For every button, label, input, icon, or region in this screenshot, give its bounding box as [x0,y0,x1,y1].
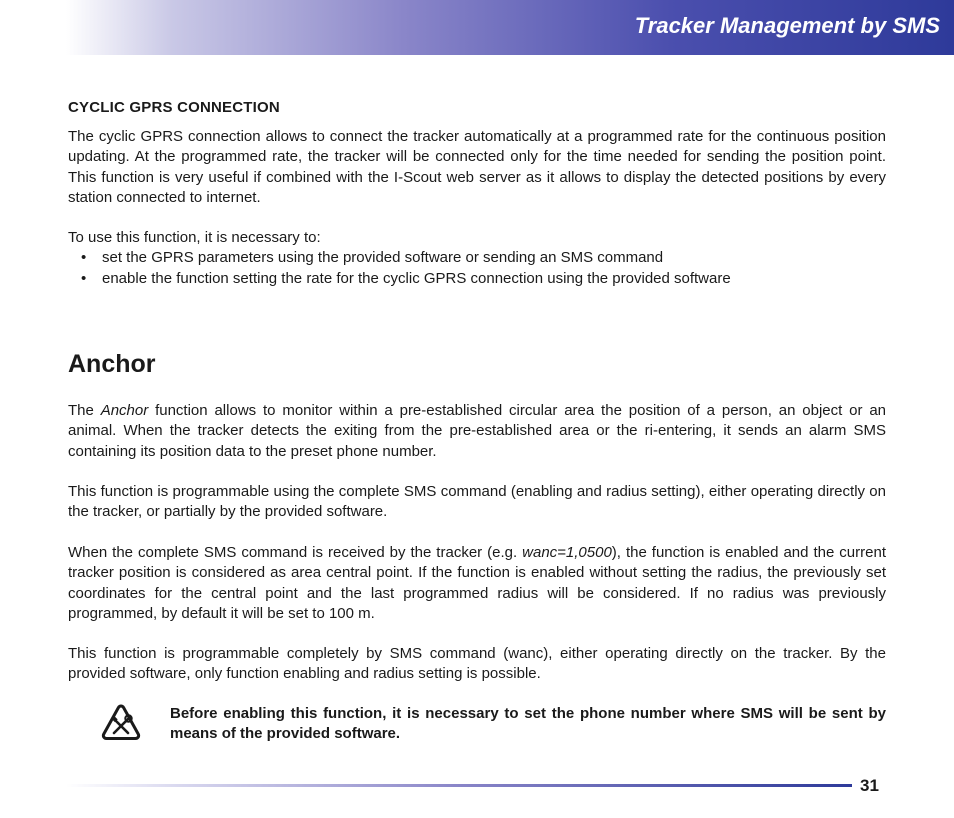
list-item [68,268,886,289]
anchor-paragraph-2: This function is programmable using the complete SMS command (enabling and radius setting), either operating directly on the tracker, or partially by the provided software. [68,483,886,521]
section-heading-anchor: Anchor [68,350,156,378]
page-number: 31 [860,776,879,795]
page-header-title: Tracker Management by SMS [634,13,940,38]
list-item-text: enable the function setting the rate for the cyclic GPRS connection using the provided software [102,270,731,287]
anchor-p1-rest: function allows to monitor within a pre-established circular area the position of a person, an object or an animal. When the tracker detects the exiting from the pre-established area or the ri-entering, it sends an alarm SMS containing its position data to the preset phone number. [68,402,887,460]
anchor-p3-emphasis: wanc=1,0500 [522,544,612,561]
warning-note: Before enabling this function, it is necessary to set the phone number where SMS will be sent by means of the provided software. [170,705,886,743]
header-band [66,0,954,55]
anchor-paragraph-1 [68,401,886,462]
requirements-list [68,247,886,289]
footer-divider [66,784,852,787]
list-item [68,247,886,268]
warning-tools-icon [101,703,141,741]
bullet-dot: • [81,249,87,266]
section-heading-cyclic-gprs: CYCLIC GPRS CONNECTION [68,99,280,116]
list-item-text: set the GPRS parameters using the provided software or sending an SMS command [102,249,664,266]
anchor-paragraph-4: This function is programmable completely by SMS command (wanc), either operating directly on the tracker. By the provided software, only function enabling and radius setting is possible. [68,645,886,683]
anchor-p3-rest: ), the function is enabled and the current tracker position is considered as area central point. If the function is enabled without setting the radius, the previously set coordinates for the central point and the last programmed radius will be considered. If no radius was previously programmed, by default it will be set to 100 m. [68,544,886,622]
anchor-p1-prefix: The [68,402,101,419]
anchor-p3-prefix: When the complete SMS command is received by the tracker (e.g. [68,544,523,561]
anchor-paragraph-3 [68,543,886,624]
cyclic-paragraph-2: To use this function, it is necessary to: [68,229,321,246]
bullet-dot: • [81,270,87,287]
anchor-p1-emphasis: Anchor [100,402,149,419]
cyclic-paragraph-1: The cyclic GPRS connection allows to connect the tracker automatically at a programmed rate for the continuous position updating. At the programmed rate, the tracker will be connected only for the time needed for sending the position point. This function is very useful if combined with the I-Scout web server as it allows to display the detected positions by every station connected to internet. [68,128,886,206]
